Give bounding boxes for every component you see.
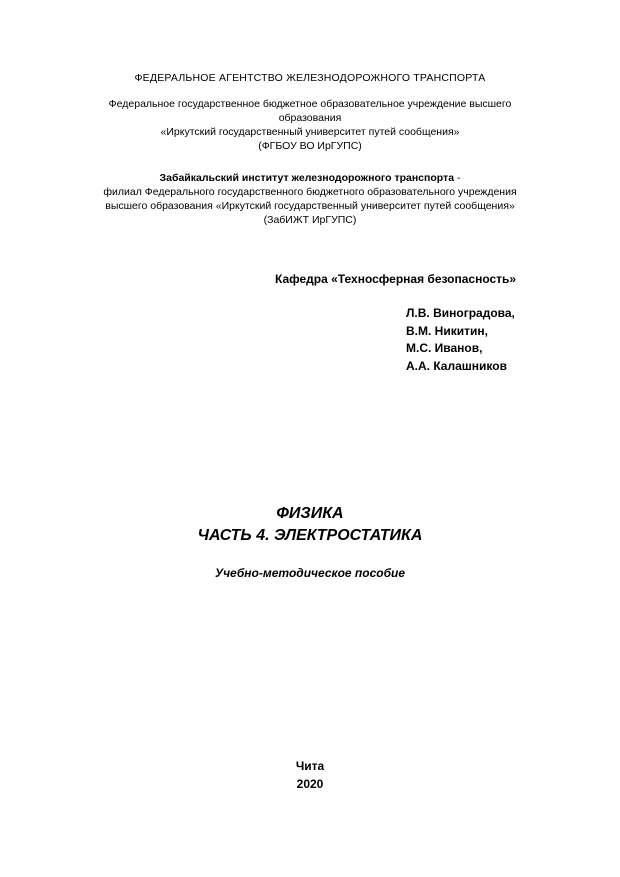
publication-year: 2020 [296,777,324,791]
title-line-1: ФИЗИКА [276,505,344,522]
institute-line-1: филиал Федерального государственного бюджетного образовательного учреждения [103,186,517,198]
institute-block [0,171,620,227]
document-subtitle: Учебно-методическое пособие [214,566,406,580]
author-item: Л.В. Виноградова, [406,306,515,320]
university-line-1: Федеральное государственное бюджетное образовательное учреждение высшего [108,98,512,110]
institute-line-2: высшего образования «Иркутский государственный университет путей сообщения» [105,200,515,212]
institute-title-line [0,171,620,185]
publication-city: Чита [295,759,325,773]
agency-name: ФЕДЕРАЛЬНОЕ АГЕНТСТВО ЖЕЛЕЗНОДОРОЖНОГО ТРАНСПОРТА [134,72,486,84]
university-line-3: «Иркутский государственный университет путей сообщения» [160,126,460,138]
author-item: А.А. Калашников [406,358,507,373]
institute-name-suffix: - [454,172,461,184]
author-item: М.С. Иванов, [406,341,483,355]
title-line-2: ЧАСТЬ 4. ЭЛЕКТРОСТАТИКА [197,527,423,544]
authors-list [406,305,515,375]
department-name: Кафедра «Техносферная безопасность» [275,272,517,286]
author-item: В.М. Никитин, [406,323,488,338]
university-line-2: образования [278,112,342,124]
document-title [0,503,620,547]
university-block [0,97,620,153]
institute-name: Забайкальский институт железнодорожного транспорта [159,172,455,184]
university-line-4: (ФГБОУ ВО ИрГУПС) [258,140,362,152]
publication-footer [0,757,620,793]
institute-line-3: (ЗабИЖТ ИрГУПС) [263,214,357,226]
